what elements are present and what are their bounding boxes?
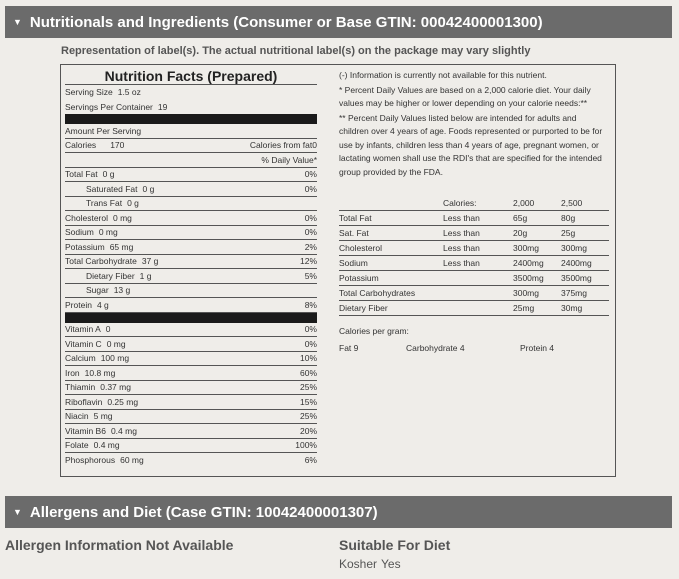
- cpg-carbohydrate: Carbohydrate 4: [406, 343, 465, 353]
- dv-table-cell: Total Carbohydrates: [339, 288, 416, 298]
- cpg-protein: Protein 4: [520, 343, 555, 353]
- nutrient-label: Protein: [65, 299, 92, 310]
- thick-divider: [65, 313, 317, 323]
- nutrient-amount: 0 mg: [113, 212, 132, 223]
- nutrient-label: Trans Fat: [86, 198, 123, 209]
- dv-table-cell: 375mg: [561, 288, 587, 298]
- dv-table-cell: 300mg: [513, 288, 539, 298]
- dv-table-row: [339, 211, 609, 226]
- nutrient-daily-value: 5%: [304, 270, 317, 281]
- dv-table-cell: Sat. Fat: [339, 228, 369, 238]
- dv-table-cell: Cholesterol: [339, 243, 382, 253]
- note-rdi: ** Percent Daily Values listed below are intended for adults and children over 4 years of age. Foods represented or purported to be for use by infants, children less than 4 years of age, pregnant women, or lactating women shall use the RDI's that are specified for the intended group provided by the FDA.: [339, 112, 603, 177]
- dv-table-cell: 2,000: [513, 198, 535, 208]
- nutrition-facts-label: [65, 65, 317, 468]
- nutrient-amount: 100 mg: [100, 353, 130, 364]
- nutrient-label: Thiamin: [65, 382, 96, 393]
- dv-table-cell: Sodium: [339, 258, 368, 268]
- nutrient-row: [65, 298, 317, 313]
- serving-size-row: Serving Size 1.5 oz: [65, 87, 141, 98]
- nutrient-amount: 10.8 mg: [84, 367, 116, 378]
- nutrient-label: Iron: [65, 367, 80, 378]
- nutrient-label: Riboflavin: [65, 396, 103, 407]
- nutrient-row: [65, 337, 317, 352]
- nutrient-amount: 0.25 mg: [107, 396, 139, 407]
- nutrient-row: [65, 240, 317, 255]
- amount-per-serving-row: Amount Per Serving: [65, 124, 317, 139]
- nutrient-label: Calcium: [65, 353, 96, 364]
- nutrient-amount: 37 g: [141, 256, 159, 267]
- diet-entry: [339, 557, 401, 571]
- dv-table-cell: Less than: [443, 228, 480, 238]
- nutrient-label: Potassium: [65, 241, 105, 252]
- nutrient-label: Phosphorous: [65, 455, 116, 466]
- cpg-fat: Fat 9: [339, 343, 359, 353]
- dv-table-cell: Dietary Fiber: [339, 303, 388, 313]
- nutrient-label: Vitamin B6: [65, 425, 106, 436]
- nutrient-amount: 0.4 mg: [110, 425, 137, 436]
- nutrient-daily-value: 6%: [304, 455, 317, 466]
- nutrient-row: [65, 453, 317, 468]
- nutrient-row: [65, 323, 317, 338]
- nutrient-label: Sodium: [65, 227, 94, 238]
- dv-table-cell: 20g: [513, 228, 528, 238]
- nutrient-daily-value: 0%: [304, 169, 317, 180]
- thick-divider: [65, 114, 317, 124]
- nutrient-label: Vitamin C: [65, 338, 102, 349]
- nutrient-daily-value: 8%: [304, 299, 317, 310]
- dv-table-cell: 3500mg: [561, 273, 592, 283]
- nutrient-row: [65, 381, 317, 396]
- dv-table-cell: Calories:: [443, 198, 477, 208]
- dv-table-cell: Less than: [443, 243, 480, 253]
- nutrient-daily-value: 25%: [299, 382, 317, 393]
- nutrient-label: Niacin: [65, 411, 89, 422]
- nutrient-label: Dietary Fiber: [86, 270, 135, 281]
- caret-down-icon: ▼: [13, 507, 22, 517]
- dv-table-header: [339, 196, 609, 211]
- nutrient-amount: 0 g: [142, 183, 155, 194]
- nutritionals-section-header[interactable]: [5, 6, 672, 38]
- note-unavailable: (-) Information is currently not available for this nutrient.: [339, 70, 547, 80]
- diet-title: Suitable For Diet: [339, 537, 451, 553]
- dv-table-cell: Total Fat: [339, 213, 372, 223]
- nutrient-label: Total Carbohydrate: [65, 256, 137, 267]
- allergens-section-header[interactable]: [5, 496, 672, 528]
- nutrition-facts-title: Nutrition Facts (Prepared): [65, 65, 317, 85]
- nutrient-daily-value: 60%: [299, 367, 317, 378]
- nutrient-amount: 4 g: [96, 299, 109, 310]
- nutrient-row: [65, 211, 317, 226]
- dv-table-cell: 30mg: [561, 303, 583, 313]
- nutrient-daily-value: 0%: [304, 183, 317, 194]
- nutrient-daily-value: 10%: [299, 353, 317, 364]
- dv-table-row: [339, 286, 609, 301]
- dv-table-cell: Less than: [443, 258, 480, 268]
- dv-table-row: [339, 271, 609, 286]
- dv-table-row: [339, 226, 609, 241]
- allergen-info: Allergen Information Not Available: [5, 537, 234, 553]
- nutrient-row: [65, 366, 317, 381]
- caret-down-icon: ▼: [13, 17, 22, 27]
- dv-table-row: [339, 256, 609, 271]
- nutrition-panel: [60, 64, 616, 477]
- nutrient-row: [65, 226, 317, 241]
- nutrient-row: [65, 255, 317, 270]
- nutrient-daily-value: 0%: [304, 338, 317, 349]
- nutrient-amount: 60 mg: [120, 455, 144, 466]
- allergens-section-title: Allergens and Diet (Case GTIN: 10042400001307): [29, 503, 378, 521]
- nutrient-list: [65, 168, 317, 313]
- nutrient-label: Vitamin A: [65, 324, 101, 335]
- nutrient-row: [65, 182, 317, 197]
- nutrient-row: [65, 284, 317, 299]
- nutrient-daily-value: 2%: [304, 241, 317, 252]
- representation-note: Representation of label(s). The actual nutritional label(s) on the package may vary slightly: [61, 45, 531, 57]
- nutritionals-section-title: Nutritionals and Ingredients (Consumer or Base GTIN: 00042400001300): [29, 13, 543, 31]
- diet-name: Kosher: [339, 557, 378, 571]
- nutrient-row: [65, 197, 317, 212]
- dv-table-row: [339, 301, 609, 316]
- note-daily-values: * Percent Daily Values are based on a 2,000 calorie diet. Your daily values may be higher or lower depending on your calorie needs:**: [339, 84, 591, 108]
- dv-table-cell: 2400mg: [513, 258, 544, 268]
- vitamin-list: [65, 323, 317, 468]
- nutrient-amount: 65 mg: [109, 241, 134, 252]
- nutrient-daily-value: 25%: [299, 411, 317, 422]
- nutrient-daily-value: 20%: [299, 425, 317, 436]
- nutrient-row: [65, 439, 317, 454]
- dv-table-cell: 2400mg: [561, 258, 592, 268]
- nutrient-label: Total Fat: [65, 169, 98, 180]
- nutrient-daily-value: 0%: [304, 324, 317, 335]
- nutrient-row: [65, 352, 317, 367]
- nutrient-amount: 0 mg: [98, 227, 118, 238]
- dv-table-cell: 65g: [513, 213, 528, 223]
- calories-per-gram: [339, 326, 554, 353]
- daily-value-table: [339, 196, 609, 316]
- nutrient-row: [65, 395, 317, 410]
- nutrient-amount: 0: [105, 324, 111, 335]
- nutrient-amount: 0 g: [102, 169, 115, 180]
- daily-value-header: % Daily Value*: [65, 153, 317, 168]
- dv-table-cell: 300mg: [561, 243, 587, 253]
- calories-per-gram-title: Calories per gram:: [339, 326, 409, 336]
- nutrient-row: [65, 410, 317, 425]
- nutrient-label: Sugar: [86, 285, 109, 296]
- dv-table-cell: 80g: [561, 213, 576, 223]
- nutrient-label: Saturated Fat: [86, 183, 138, 194]
- nutrient-amount: 0 mg: [106, 338, 126, 349]
- nutrient-daily-value: 12%: [299, 256, 317, 267]
- dv-table-cell: 25g: [561, 228, 576, 238]
- nutrient-row: [65, 424, 317, 439]
- calories-row: Calories 170 Calories from fat0: [65, 139, 317, 154]
- nutrient-amount: 0.4 mg: [93, 440, 120, 451]
- nutrient-amount: 1 g: [139, 270, 152, 281]
- nutrient-amount: 0.37 mg: [100, 382, 131, 393]
- nutrient-amount: 5 mg: [93, 411, 113, 422]
- dv-table-row: [339, 241, 609, 256]
- dv-table-cell: Less than: [443, 213, 480, 223]
- nutrition-notes: [339, 69, 607, 180]
- dv-table-cell: Potassium: [339, 273, 379, 283]
- dv-table-cell: 3500mg: [513, 273, 544, 283]
- nutrient-daily-value: 100%: [295, 440, 317, 451]
- nutrient-amount: 13 g: [113, 285, 131, 296]
- nutrient-daily-value: 0%: [304, 227, 317, 238]
- nutrient-daily-value: 0%: [304, 212, 317, 223]
- nutrient-row: [65, 168, 317, 183]
- nutrient-row: [65, 269, 317, 284]
- servings-per-container-row: Servings Per Container 19: [65, 101, 168, 112]
- nutrient-label: Cholesterol: [65, 212, 108, 223]
- dv-table-cell: 25mg: [513, 303, 535, 313]
- nutrient-label: Folate: [65, 440, 89, 451]
- dv-table-cell: 300mg: [513, 243, 539, 253]
- diet-value: Yes: [381, 557, 401, 571]
- dv-table-cell: 2,500: [561, 198, 583, 208]
- nutrient-amount: 0 g: [127, 198, 139, 209]
- nutrient-daily-value: 15%: [299, 396, 317, 407]
